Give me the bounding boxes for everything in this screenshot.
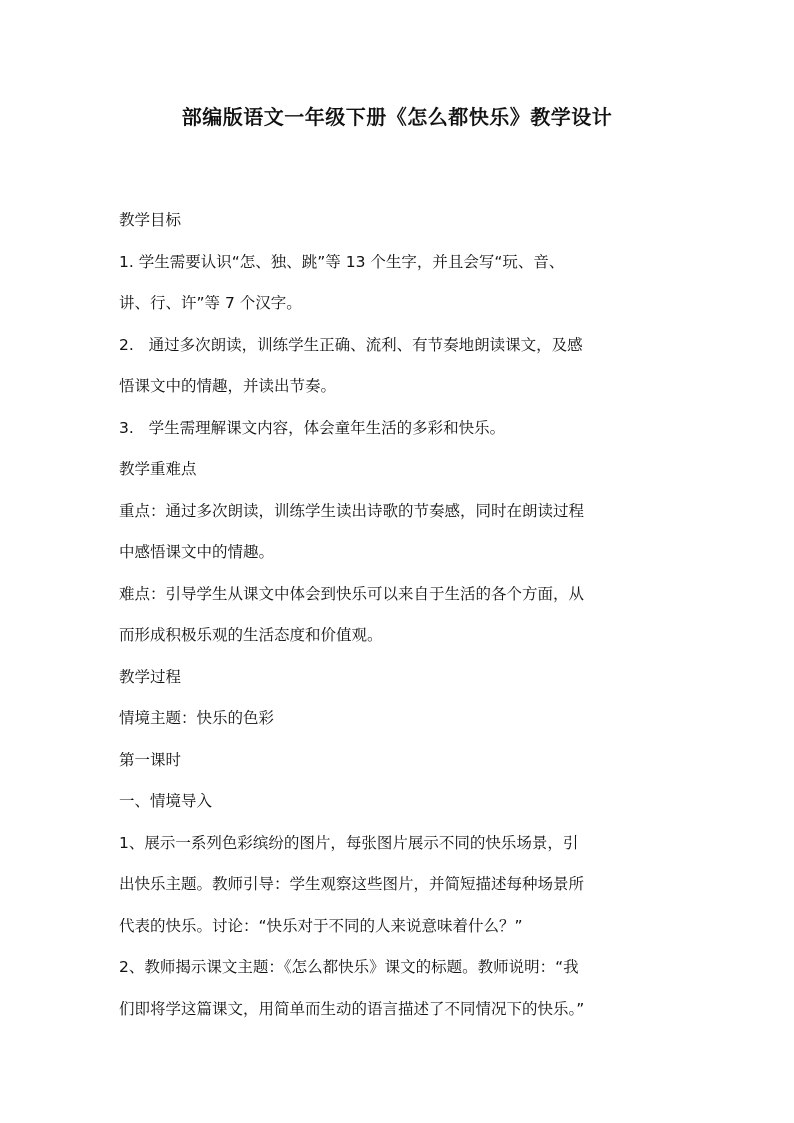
document-title: 部编版语文一年级下册《怎么都快乐》教学设计: [181, 105, 613, 129]
paragraph-line: 悟课文中的情趣，并读出节奏。: [119, 377, 337, 395]
section-heading-objectives: 教学目标: [119, 211, 182, 229]
paragraph-line: 们即将学这篇课文，用简单而生动的语言描述了不同情况下的快乐。”: [119, 999, 585, 1018]
lesson-heading: 第一课时: [119, 750, 182, 769]
paragraph-line: 出快乐主题。教师引导：学生观察这些图片，并简短描述每种场景所: [119, 875, 585, 893]
paragraph-line: 2. 通过多次朗读，训练学生正确、流利、有节奏地朗读课文，及感: [119, 335, 583, 354]
paragraph-line: 而形成积极乐观的生活态度和价值观。: [119, 626, 383, 644]
paragraph-line: 中感悟课文中的情趣。: [119, 543, 275, 561]
paragraph-line: 难点：引导学生从课文中体会到快乐可以来自于生活的各个方面，从: [119, 584, 585, 603]
paragraph-line: 2、教师揭示课文主题：《怎么都快乐》课文的标题。教师说明：“我: [119, 958, 579, 976]
paragraph-line: 重点：通过多次朗读，训练学生读出诗歌的节奏感，同时在朗读过程: [119, 501, 585, 520]
document-body: [119, 200, 681, 1030]
paragraph-line: 3. 学生需理解课文内容，体会童年生活的多彩和快乐。: [119, 418, 506, 437]
paragraph-line: 代表的快乐。讨论：“快乐对于不同的人来说意味着什么？”: [119, 916, 523, 935]
paragraph-line: 1. 学生需要认识“怎、独、跳”等 13 个生字，并且会写“玩、音、: [119, 252, 565, 271]
paragraph-line: 讲、行、许”等 7 个汉字。: [119, 294, 302, 312]
section-heading-key-points: 教学重难点: [119, 460, 197, 478]
section-heading-process: 教学过程: [119, 667, 182, 686]
paragraph-line: 情境主题：快乐的色彩: [119, 709, 275, 727]
paragraph-line: 1、展示一系列色彩缤纷的图片，每张图片展示不同的快乐场景，引: [119, 833, 579, 852]
subsection-heading: 一、情境导入: [119, 792, 213, 810]
